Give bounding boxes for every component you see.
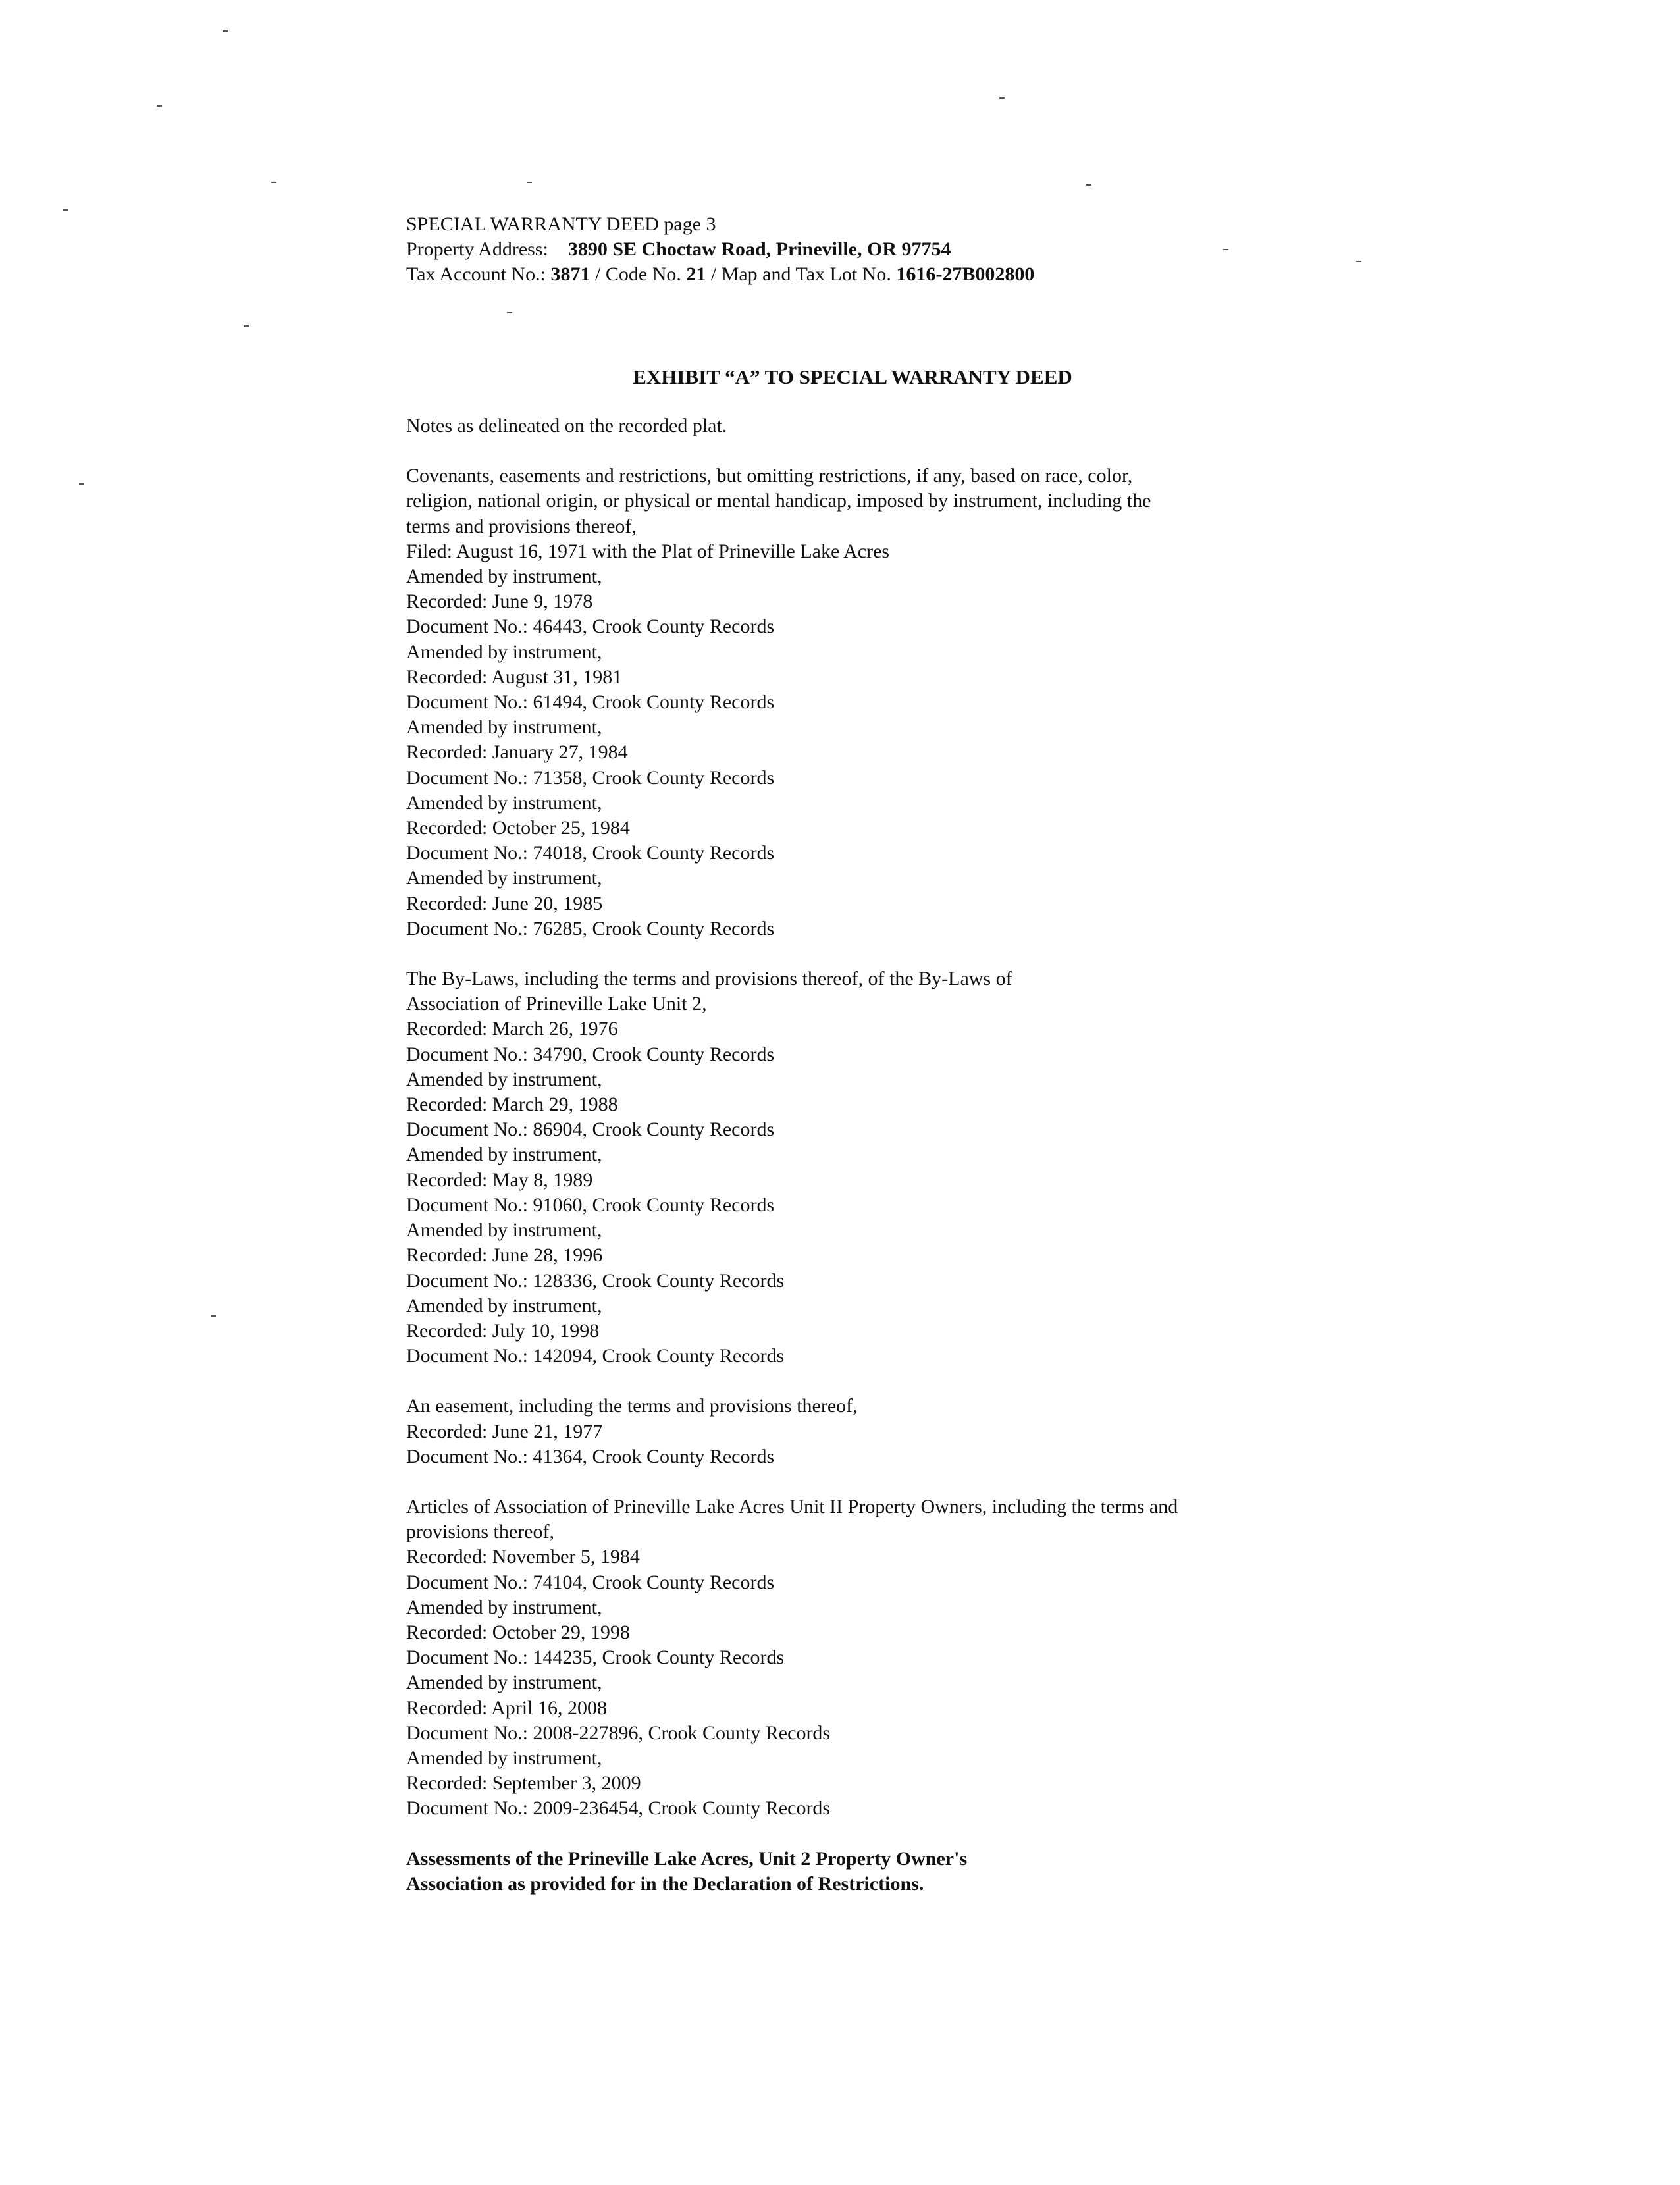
- header-title: SPECIAL WARRANTY DEED page 3: [406, 213, 716, 235]
- paragraph-line: Document No.: 34790, Crook County Records: [406, 1043, 775, 1065]
- paragraph-line: Amended by instrument,: [406, 867, 602, 889]
- map-label: / Map and Tax Lot No.: [710, 263, 891, 285]
- exhibit-paragraph: [406, 413, 1282, 438]
- paragraph-line: Document No.: 61494, Crook County Records: [406, 691, 775, 714]
- paragraph-line: Recorded: September 3, 2009: [406, 1772, 641, 1795]
- paragraph-line: Amended by instrument,: [406, 1068, 602, 1090]
- paragraph-line: terms and provisions thereof,: [406, 515, 637, 537]
- code-label: / Code No.: [595, 263, 681, 285]
- scan-speck: [527, 182, 532, 183]
- paragraph-line: Document No.: 46443, Crook County Records: [406, 616, 775, 638]
- paragraph-line: Amended by instrument,: [406, 1747, 602, 1769]
- scan-speck: [79, 483, 84, 485]
- exhibit-paragraph: [406, 966, 1282, 1369]
- paragraph-line: Articles of Association of Prineville Lake Acres Unit II Property Owners, including the terms and: [406, 1495, 1178, 1517]
- paragraph-line: Recorded: June 20, 1985: [406, 892, 603, 914]
- paragraph-line: provisions thereof,: [406, 1521, 554, 1543]
- paragraph-line: religion, national origin, or physical or mental handicap, imposed by instrument, including the: [406, 490, 1151, 512]
- scan-speck: [1356, 261, 1361, 262]
- exhibit-paragraph: [406, 1394, 1282, 1469]
- paragraph-line: Document No.: 2008-227896, Crook County Records: [406, 1722, 831, 1744]
- map-value: 1616-27B002800: [896, 263, 1035, 285]
- scan-speck: [157, 105, 162, 107]
- paragraph-line: Document No.: 74018, Crook County Records: [406, 842, 775, 864]
- address-value: 3890 SE Choctaw Road, Prineville, OR 97754: [567, 238, 951, 260]
- paragraph-line: Recorded: July 10, 1998: [406, 1319, 600, 1342]
- paragraph-line: Notes as delineated on the recorded plat.: [406, 415, 727, 436]
- paragraph-line: Recorded: June 28, 1996: [406, 1244, 603, 1267]
- scan-speck: [244, 325, 249, 327]
- scan-speck: [223, 30, 228, 32]
- tax-value: 3871: [550, 263, 591, 285]
- paragraph-line: Recorded: June 9, 1978: [406, 591, 593, 613]
- paragraph-line: Recorded: August 31, 1981: [406, 666, 623, 688]
- exhibit-paragraph: [406, 463, 1282, 941]
- address-label: Property Address:: [406, 238, 548, 260]
- closing-line: Assessments of the Prineville Lake Acres, Unit 2 Property Owner's: [406, 1847, 968, 1870]
- paragraph-line: Recorded: October 29, 1998: [406, 1621, 630, 1643]
- scan-speck: [1086, 184, 1091, 186]
- paragraph-line: Recorded: April 16, 2008: [406, 1697, 607, 1719]
- scan-speck: [1223, 249, 1228, 250]
- paragraph-line: Document No.: 41364, Crook County Records: [406, 1445, 775, 1467]
- paragraph-line: Document No.: 71358, Crook County Records: [406, 766, 775, 789]
- paragraph-line: Filed: August 16, 1971 with the Plat of Prineville Lake Acres: [406, 540, 890, 562]
- paragraph-line: Document No.: 74104, Crook County Records: [406, 1571, 775, 1593]
- paragraph-line: Amended by instrument,: [406, 641, 602, 663]
- paragraph-line: Recorded: May 8, 1989: [406, 1169, 593, 1191]
- scan-speck: [271, 182, 276, 183]
- scan-speck: [999, 97, 1005, 99]
- paragraph-line: Recorded: June 21, 1977: [406, 1420, 603, 1442]
- header-property-address: [406, 237, 1034, 262]
- scan-speck: [211, 1315, 216, 1317]
- paragraph-line: Covenants, easements and restrictions, but omitting restrictions, if any, based on race, color,: [406, 465, 1133, 487]
- header-tax-account: [406, 262, 1034, 287]
- paragraph-line: An easement, including the terms and provisions thereof,: [406, 1395, 858, 1417]
- paragraph-line: Document No.: 142094, Crook County Records: [406, 1345, 785, 1367]
- exhibit-title: EXHIBIT “A” TO SPECIAL WARRANTY DEED: [633, 365, 1072, 388]
- paragraph-line: Document No.: 76285, Crook County Records: [406, 917, 775, 939]
- paragraph-line: Recorded: March 26, 1976: [406, 1018, 618, 1040]
- paragraph-line: The By-Laws, including the terms and provisions thereof, of the By-Laws of: [406, 968, 1012, 990]
- paragraph-line: Document No.: 2009-236454, Crook County Records: [406, 1797, 831, 1820]
- code-value: 21: [686, 263, 706, 285]
- paragraph-line: Association of Prineville Lake Unit 2,: [406, 993, 707, 1015]
- paragraph-line: Amended by instrument,: [406, 1219, 602, 1242]
- paragraph-line: Amended by instrument,: [406, 566, 602, 588]
- closing-paragraph: [406, 1847, 1282, 1897]
- paragraph-line: Recorded: October 25, 1984: [406, 817, 630, 839]
- scan-speck: [63, 209, 68, 211]
- paragraph-line: Recorded: January 27, 1984: [406, 741, 628, 764]
- paragraph-line: Amended by instrument,: [406, 1596, 602, 1618]
- closing-line: Association as provided for in the Declaration of Restrictions.: [406, 1872, 924, 1895]
- tax-label: Tax Account No.:: [406, 263, 546, 285]
- paragraph-line: Amended by instrument,: [406, 791, 602, 814]
- paragraph-line: Document No.: 86904, Crook County Records: [406, 1119, 775, 1141]
- scan-speck: [507, 312, 512, 313]
- document-header: [406, 212, 1034, 287]
- exhibit-paragraph: [406, 1494, 1282, 1822]
- paragraph-line: Amended by instrument,: [406, 1672, 602, 1694]
- paragraph-line: Document No.: 144235, Crook County Records: [406, 1646, 785, 1669]
- paragraph-line: Amended by instrument,: [406, 1144, 602, 1166]
- paragraph-line: Recorded: November 5, 1984: [406, 1546, 640, 1568]
- paragraph-line: Document No.: 128336, Crook County Records: [406, 1269, 785, 1292]
- exhibit-body: [406, 413, 1282, 1922]
- paragraph-line: Recorded: March 29, 1988: [406, 1093, 618, 1116]
- paragraph-line: Document No.: 91060, Crook County Records: [406, 1194, 775, 1216]
- paragraph-line: Amended by instrument,: [406, 1294, 602, 1317]
- paragraph-line: Amended by instrument,: [406, 716, 602, 739]
